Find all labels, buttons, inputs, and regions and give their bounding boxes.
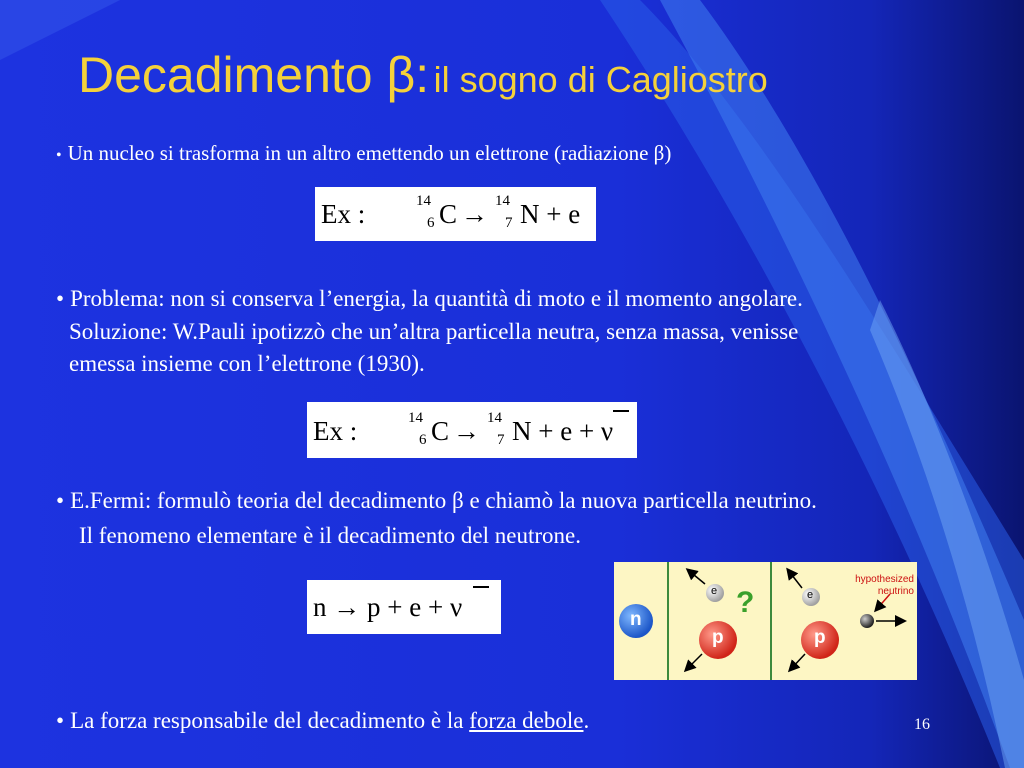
equation-box-1: Ex : 14 6 C → 14 7 N + e bbox=[315, 187, 596, 241]
eq3-text: n → p + e + ν bbox=[313, 592, 463, 622]
eq1-label: Ex : bbox=[321, 199, 366, 229]
antineutrino-bar bbox=[613, 410, 629, 412]
bullet-2-line-2: Soluzione: W.Pauli ipotizzò che un’altra particella neutra, senza massa, venisse bbox=[69, 319, 799, 344]
proton-label-2: p bbox=[814, 627, 826, 648]
forza-debole-link[interactable]: forza debole bbox=[469, 708, 584, 733]
question-mark: ? bbox=[736, 586, 755, 619]
antineutrino-bar bbox=[473, 586, 489, 588]
electron-label-2: e bbox=[807, 589, 814, 601]
equation-box-2: Ex : 14 6 C → 14 7 N + e + ν bbox=[307, 402, 637, 458]
bullet-4: • La forza responsabile del decadimento è la forza debole. bbox=[56, 708, 590, 733]
title-main: Decadimento β: bbox=[78, 47, 430, 103]
bullet-2: • Problema: non si conserva l’energia, la quantità di moto e il momento angolare. bbox=[56, 286, 803, 311]
bullet-2-line-3: emessa insieme con l’elettrone (1930). bbox=[69, 351, 425, 376]
page-number: 16 bbox=[914, 716, 930, 733]
neutron-decay-diagram bbox=[614, 562, 917, 680]
bullet-1: • Un nucleo si trasforma in un altro emettendo un elettrone (radiazione β) bbox=[56, 141, 672, 165]
electron-label-1: e bbox=[711, 585, 718, 597]
bullet-3-line-2: Il fenomeno elementare è il decadimento del neutrone. bbox=[79, 523, 581, 548]
eq2-label: Ex : bbox=[313, 416, 358, 446]
equation-box-3 bbox=[307, 580, 501, 634]
page-title bbox=[78, 46, 768, 104]
title-sub: il sogno di Cagliostro bbox=[433, 59, 768, 100]
proton-label-1: p bbox=[712, 627, 724, 648]
neutron-label: n bbox=[630, 609, 642, 630]
arrow: → bbox=[461, 199, 488, 229]
hypothesized-neutrino-note: hypothesized neutrino bbox=[855, 574, 914, 597]
bullet-3: • E.Fermi: formulò teoria del decadimento β e chiamò la nuova particella neutrino. bbox=[56, 488, 817, 513]
arrow: → bbox=[453, 416, 480, 446]
